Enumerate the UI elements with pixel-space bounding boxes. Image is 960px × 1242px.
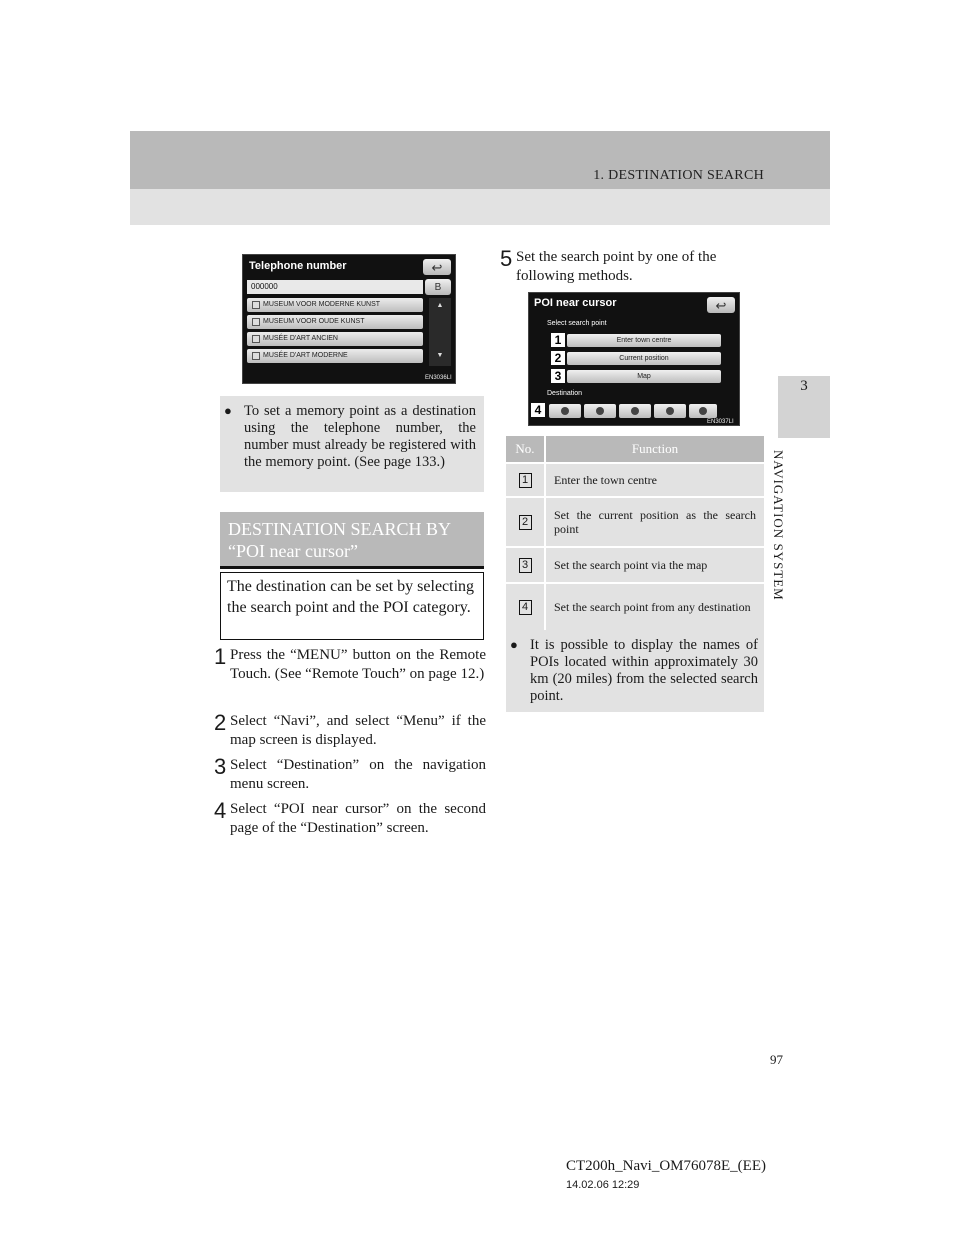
side-key-button[interactable]: B [425,279,451,295]
figure-code: EN3036LI [425,375,452,381]
destination-label: Destination [547,390,583,397]
step-text: Set the search point by one of the following methods. [516,249,717,284]
destination-icon [631,407,639,415]
table-cell-function: Set the search point via the map [546,548,764,584]
table-header-no: No. [506,436,546,464]
section-header-title: 1. DESTINATION SEARCH [593,168,764,183]
step-text: Press the “MENU” button on the Remote Touch. (See “Remote Touch” on page 12.) [230,647,486,682]
chapter-label-text: NAVIGATION SYSTEM [771,450,786,601]
note-text: To set a memory point as a destination using the telephone number, the number must already be registered with the memory point. (See page 133.) [244,403,476,470]
screen-title: Telephone number [249,260,347,272]
scroll-down-icon[interactable]: ▼ [436,352,444,359]
table-cell-no [506,548,546,584]
list-item[interactable]: MUSÉE D'ART MODERNE [247,349,423,363]
callout-3: 3 [551,369,565,383]
table-cell-no [506,464,546,498]
poi-icon [252,318,260,326]
step-number: 5 [500,246,513,271]
scrollbar[interactable] [429,298,451,366]
number-box: 1 [519,473,532,488]
step-number: 3 [214,754,227,779]
callout-1: 1 [551,333,565,347]
list-item[interactable]: MUSEUM VOOR OUDE KUNST [247,315,423,329]
number-box: 3 [519,558,532,573]
number-box: 4 [519,600,532,615]
destination-icon [596,407,604,415]
destination-button[interactable] [619,404,651,418]
number-box: 2 [519,515,532,530]
poi-icon [252,301,260,309]
poi-icon [252,335,260,343]
table-row [506,498,764,548]
step-number: 2 [214,710,227,735]
destination-button[interactable] [549,404,581,418]
step-number: 4 [214,798,227,823]
bullet-icon: ● [224,403,232,418]
section-heading-rule [220,566,484,569]
back-arrow-icon: ↩ [431,260,443,275]
destination-icon [561,407,569,415]
table-row [506,584,764,632]
destination-button[interactable] [584,404,616,418]
table-row [506,548,764,584]
select-search-point-label: Select search point [547,320,607,327]
header-subband [130,189,830,225]
telephone-input[interactable]: 000000 [247,280,423,294]
current-position-button[interactable]: Current position [567,352,721,365]
list-item[interactable]: MUSÉE D'ART ANCIEN [247,332,423,346]
callout-4: 4 [531,403,545,417]
step-text: Select “Destination” on the navigation menu screen. [230,757,486,792]
scroll-up-icon[interactable]: ▲ [436,302,444,309]
poi-near-cursor-screenshot [528,292,740,426]
enter-town-centre-button[interactable]: Enter town centre [567,334,721,347]
section-heading-line2: “POI near cursor” [228,541,358,561]
section-heading [220,512,484,566]
footer-document-code: CT200h_Navi_OM76078E_(EE) [566,1158,766,1174]
poi-icon [252,352,260,360]
table-header-function: Function [546,436,764,464]
destination-button[interactable] [689,404,717,418]
table-cell-function: Enter the town centre [546,464,764,498]
step-text: Select “POI near cursor” on the second page of the “Destination” screen. [230,801,486,836]
destination-icon [666,407,674,415]
page-number: 97 [770,1052,783,1067]
chapter-label [770,450,810,650]
table-cell-no [506,584,546,632]
table-cell-function: Set the search point from any destination [546,584,764,632]
section-heading-line1: DESTINATION SEARCH BY [228,519,452,539]
figure-code: EN3037LI [707,419,734,425]
step-number: 1 [214,644,227,669]
table-cell-function: Set the current position as the search point [546,498,764,548]
table-header-row [506,436,764,464]
step-text: Select “Navi”, and select “Menu” if the map screen is displayed. [230,713,486,748]
intro-box: The destination can be set by selecting the search point and the POI category. [220,572,484,640]
footer-date: 14.02.06 12:29 [566,1179,640,1191]
destination-icon [699,407,707,415]
back-arrow-icon: ↩ [715,298,727,313]
bullet-icon: ● [510,637,518,652]
destination-button[interactable] [654,404,686,418]
callout-2: 2 [551,351,565,365]
back-button[interactable] [707,297,735,313]
note-text: It is possible to display the names of POIs located within approximately 30 km (20 miles) from the selected search point. [530,637,758,704]
map-button[interactable]: Map [567,370,721,383]
list-item[interactable]: MUSEUM VOOR MODERNE KUNST [247,298,423,312]
back-button[interactable] [423,259,451,275]
function-table [506,436,764,632]
table-row [506,464,764,498]
table-cell-no [506,498,546,548]
telephone-number-screenshot [242,254,456,384]
chapter-number: 3 [800,378,808,394]
screen-title: POI near cursor [534,297,617,309]
